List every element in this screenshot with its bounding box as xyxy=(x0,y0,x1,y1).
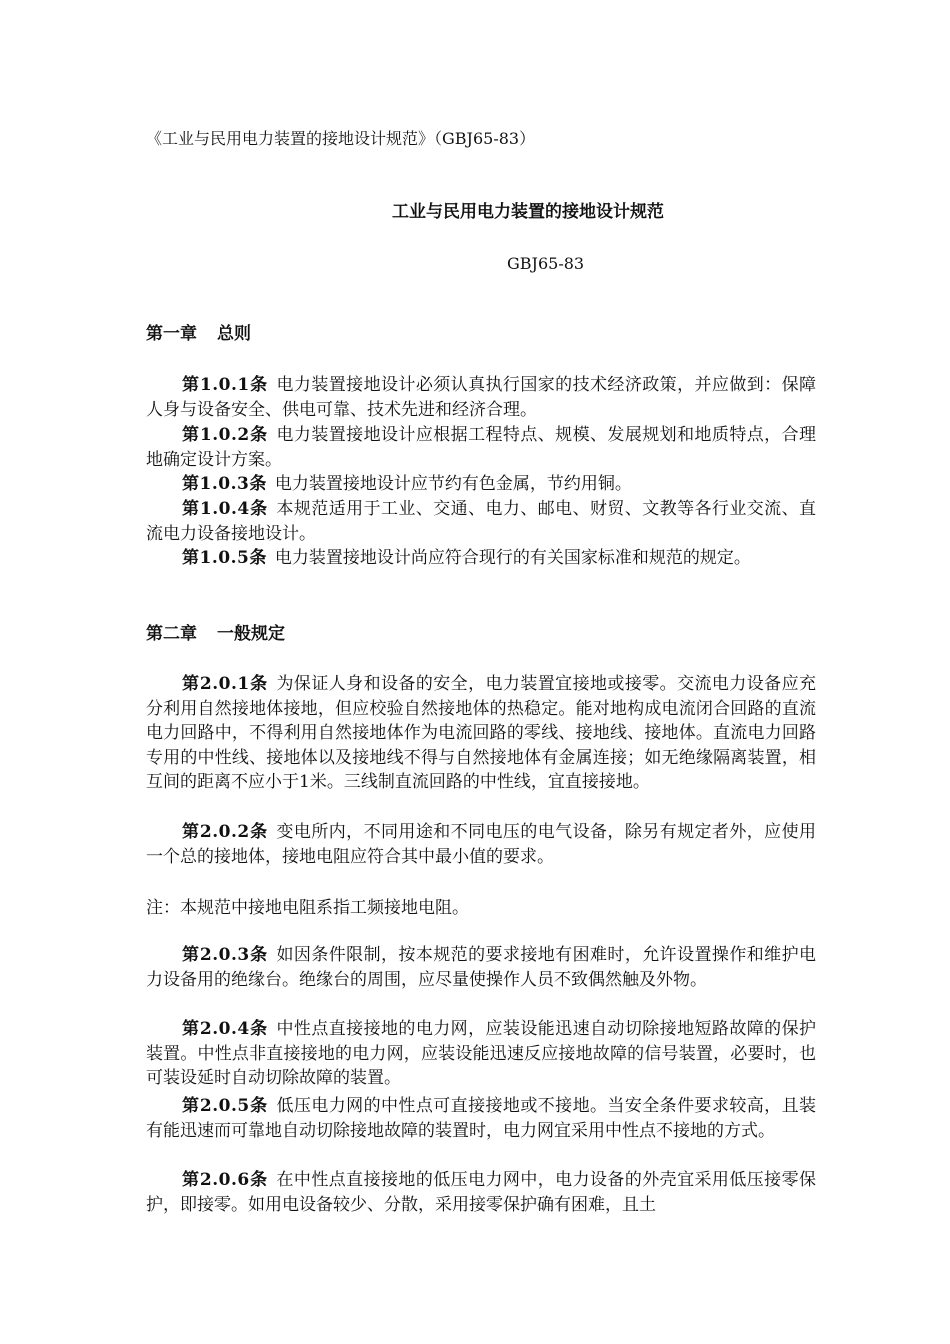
article-1-0-5 xyxy=(146,546,826,571)
article-1-0-3 xyxy=(146,472,816,497)
article-number: 第1.0.2条 xyxy=(182,425,269,445)
article-text: 低压电力网的中性点可直接接地或不接地。当安全条件要求较高，且装有能迅速而可靠地自动切除接地故障的装置时，电力网宜采用中性点不接地的方式。 xyxy=(146,1096,816,1141)
document-code: GBJ65-83 xyxy=(507,254,585,273)
article-text: 电力装置接地设计应根据工程特点、规模、发展规划和地质特点，合理地确定设计方案。 xyxy=(146,425,816,470)
article-1-0-4 xyxy=(146,497,816,546)
article-text: 如因条件限制，按本规范的要求接地有困难时，允许设置操作和维护电力设备用的绝缘台。绝缘台的周围，应尽量使操作人员不致偶然触及外物。 xyxy=(146,945,816,990)
article-text: 电力装置接地设计应节约有色金属，节约用铜。 xyxy=(274,474,632,494)
article-number: 第2.0.6条 xyxy=(182,1170,269,1190)
article-number: 第1.0.3条 xyxy=(182,474,267,494)
article-number: 第1.0.4条 xyxy=(182,499,269,519)
document-title: 工业与民用电力装置的接地设计规范 xyxy=(392,202,664,222)
note-line: 注：本规范中接地电阻系指工频接地电阻。 xyxy=(146,898,469,918)
article-number: 第2.0.2条 xyxy=(182,822,269,842)
article-text: 在中性点直接接地的低压电力网中，电力设备的外壳宜采用低压接零保护，即接零。如用电设备较少、分散，采用接零保护确有困难，且土 xyxy=(146,1170,816,1215)
article-text: 变电所内，不同用途和不同电压的电气设备，除另有规定者外，应使用一个总的接地体，接地电阻应符合其中最小值的要求。 xyxy=(146,822,816,867)
chapter-2-name: 一般规定 xyxy=(217,624,285,644)
article-text: 电力装置接地设计必须认真执行国家的技术经济政策，并应做到：保障人身与设备安全、供电可靠、技术先进和经济合理。 xyxy=(146,375,816,420)
article-number: 第2.0.1条 xyxy=(182,674,269,694)
chapter-1-name: 总则 xyxy=(217,324,251,344)
article-2-0-6 xyxy=(146,1168,816,1217)
article-2-0-1 xyxy=(146,672,816,795)
chapter-2-number: 第二章 xyxy=(146,624,197,644)
chapter-1-heading xyxy=(146,322,251,346)
article-text: 中性点直接接地的电力网，应装设能迅速自动切除接地短路故障的保护装置。中性点非直接接地的电力网，应装设能迅速反应接地故障的信号装置，必要时，也可装设延时自动切除故障的装置。 xyxy=(146,1019,816,1088)
article-2-0-3 xyxy=(146,943,816,992)
article-1-0-1 xyxy=(146,373,816,422)
article-number: 第2.0.3条 xyxy=(182,945,269,965)
article-text: 电力装置接地设计尚应符合现行的有关国家标准和规范的规定。 xyxy=(274,548,751,568)
article-2-0-4 xyxy=(146,1017,816,1091)
document-reference-line: 《工业与民用电力装置的接地设计规范》（GBJ65-83） xyxy=(146,129,536,148)
article-1-0-2 xyxy=(146,423,816,472)
article-text: 本规范适用于工业、交通、电力、邮电、财贸、文教等各行业交流、直流电力设备接地设计。 xyxy=(146,499,816,544)
article-number: 第2.0.4条 xyxy=(182,1019,269,1039)
article-2-0-2 xyxy=(146,820,816,869)
article-number: 第1.0.1条 xyxy=(182,375,269,395)
article-number: 第2.0.5条 xyxy=(182,1096,269,1116)
article-text: 为保证人身和设备的安全，电力装置宜接地或接零。交流电力设备应充分利用自然接地体接地，但应校验自然接地体的热稳定。能对地构成电流闭合回路的直流电力回路中，不得利用自然接地体作为电流回路的零线、接地线、接地体。直流电力回路专用的中性线、接地体以及接地线不得与自然接地体有金属连接；如无绝缘隔离装置，相互间的距离不应小于1米。三线制直流回路的中性线，宜直接接地。 xyxy=(146,674,816,792)
article-number: 第1.0.5条 xyxy=(182,548,267,568)
chapter-1-number: 第一章 xyxy=(146,324,197,344)
article-2-0-5 xyxy=(146,1094,816,1143)
chapter-2-heading xyxy=(146,622,285,646)
